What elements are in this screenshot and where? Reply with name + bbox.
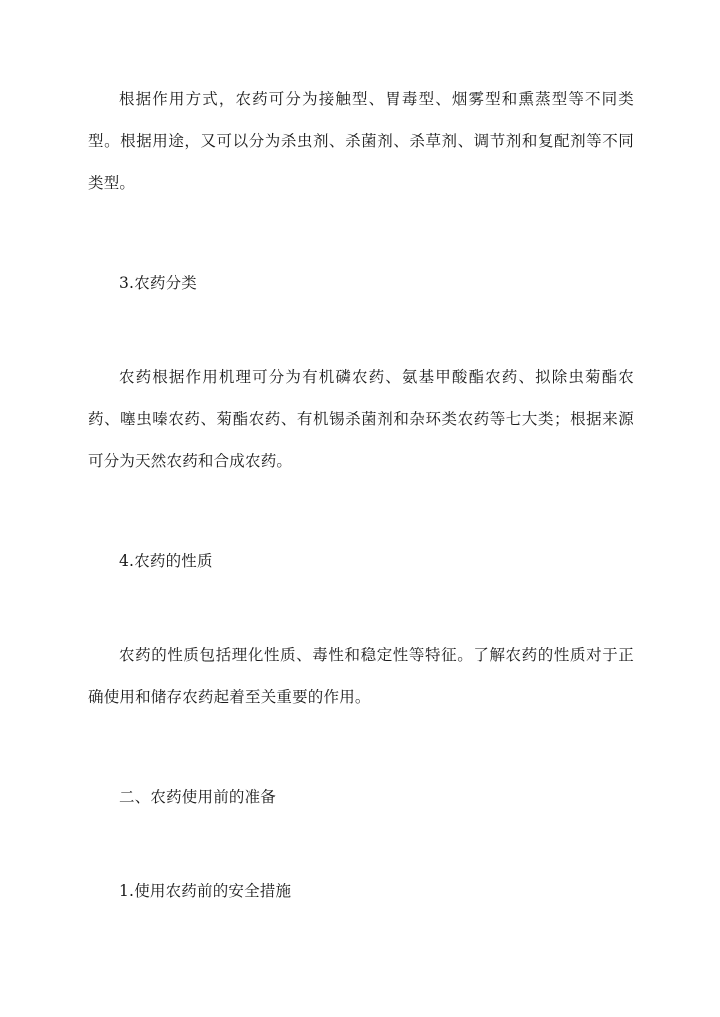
heading-pesticide-properties: 4.农药的性质 <box>119 552 213 570</box>
heading-pesticide-classification: 3.农药分类 <box>119 274 197 292</box>
paragraph-classification-details: 农药根据作用机理可分为有机磷农药、氨基甲酸酯农药、拟除虫菊酯农药、噻虫嗪农药、菊酯农药、有机锡杀菌剂和杂环类农药等七大类；根据来源可分为天然农药和合成农药。 <box>88 368 634 470</box>
heading-preparation-before-use: 二、农药使用前的准备 <box>119 788 277 806</box>
paragraph-properties-details: 农药的性质包括理化性质、毒性和稳定性等特征。了解农药的性质对于正确使用和储存农药起着至关重要的作用。 <box>88 646 634 706</box>
paragraph-application-types: 根据作用方式，农药可分为接触型、胃毒型、烟雾型和熏蒸型等不同类型。根据用途，又可以分为杀虫剂、杀菌剂、杀草剂、调节剂和复配剂等不同类型。 <box>88 90 634 192</box>
subheading-safety-measures: 1.使用农药前的安全措施 <box>119 882 292 900</box>
